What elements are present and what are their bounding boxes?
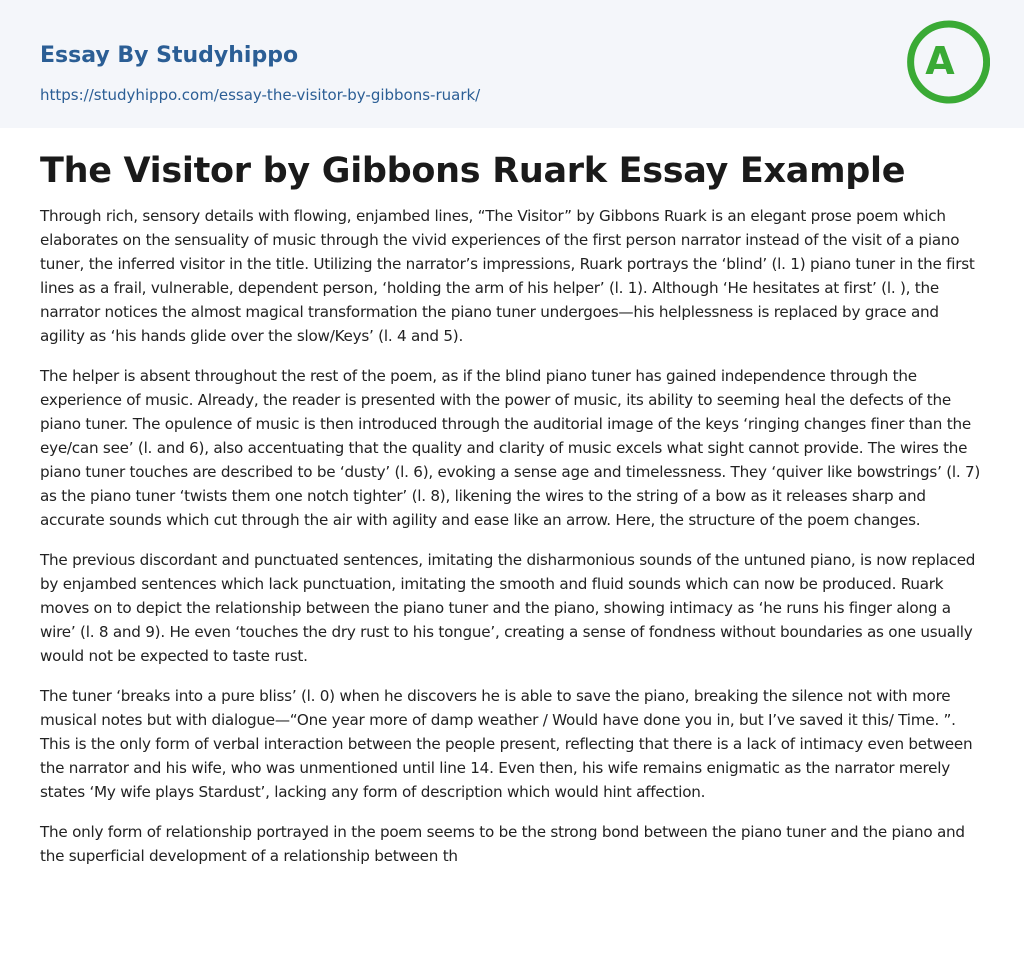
site-header — [0, 0, 1024, 128]
essay-paragraph-2: The helper is absent throughout the rest of the poem, as if the blind piano tuner has gained independence through the experience of music. Already, the reader is presented with the power of music, its ability to seeming heal the defects of the piano tuner. The opulence of music is then introduced through the auditorial image of the keys ‘ringing changes finer than the eye/can see’ (l. and 6), also accentuating that the quality and clarity of music excels what sight cannot provide. The wires the piano tuner touches are described to be ‘dusty’ (l. 6), evoking a sense age and timelessness. They ‘quiver like bowstrings’ (l. 7) as the piano tuner ‘twists them one notch tighter’ (l. 8), likening the wires to the string of a bow as it releases sharp and accurate sounds which cut through the air with agility and ease like an arrow. Here, the structure of the poem changes. — [40, 367, 981, 529]
essay-paragraph-3: The previous discordant and punctuated sentences, imitating the disharmonious sounds of the untuned piano, is now replaced by enjambed sentences which lack punctuation, imitating the smooth and fluid sounds which can now be produced. Ruark moves on to depict the relationship between the piano tuner and the piano, showing intimacy as ‘he runs his finger along a wire’ (l. 8 and 9). He even ‘touches the dry rust to his tongue’, creating a sense of fondness without boundaries as one usually would not be expected to taste rust. — [40, 551, 976, 665]
source-url-link[interactable]: https://studyhippo.com/essay-the-visitor-by-gibbons-ruark/ — [40, 86, 481, 104]
article — [0, 128, 1024, 868]
page-title: The Visitor by Gibbons Ruark Essay Example — [40, 151, 906, 191]
essay-paragraph-1: Through rich, sensory details with flowing, enjambed lines, “The Visitor” by Gibbons Ruark is an elegant prose poem which elaborates on the sensuality of music through the vivid experiences of the first person narrator instead of the visit of a piano tuner, the inferred visitor in the title. Utilizing the narrator’s impressions, Ruark portrays the ‘blind’ (l. 1) piano tuner in the first lines as a frail, vulnerable, dependent person, ‘holding the arm of his helper’ (l. 1). Although ‘He hesitates at first’ (l. ), the narrator notices the almost magical transformation the piano tuner undergoes—his helplessness is replaced by grace and agility as ‘his hands glide over the slow/Keys’ (l. 4 and 5). — [40, 207, 975, 345]
logo-letter: A — [925, 39, 955, 83]
brand-title[interactable]: Essay By Studyhippo — [40, 43, 299, 68]
essay-paragraph-4: The tuner ‘breaks into a pure bliss’ (l. 0) when he discovers he is able to save the piano, breaking the silence not with more musical notes but with dialogue—“One year more of damp weather / Would have done you in, but I’ve saved it this/ Time. ”. This is the only form of verbal interaction between the people present, reflecting that there is a lack of intimacy even between the narrator and his wife, who was unmentioned until line 14. Even then, his wife remains enigmatic as the narrator merely states ‘My wife plays Stardust’, lacking any form of description which would hint affection. — [40, 687, 973, 801]
essay-paragraph-5: The only form of relationship portrayed in the poem seems to be the strong bond between the piano tuner and the piano and the superficial development of a relationship between th — [40, 823, 965, 865]
studyhippo-logo-icon[interactable] — [906, 16, 990, 108]
